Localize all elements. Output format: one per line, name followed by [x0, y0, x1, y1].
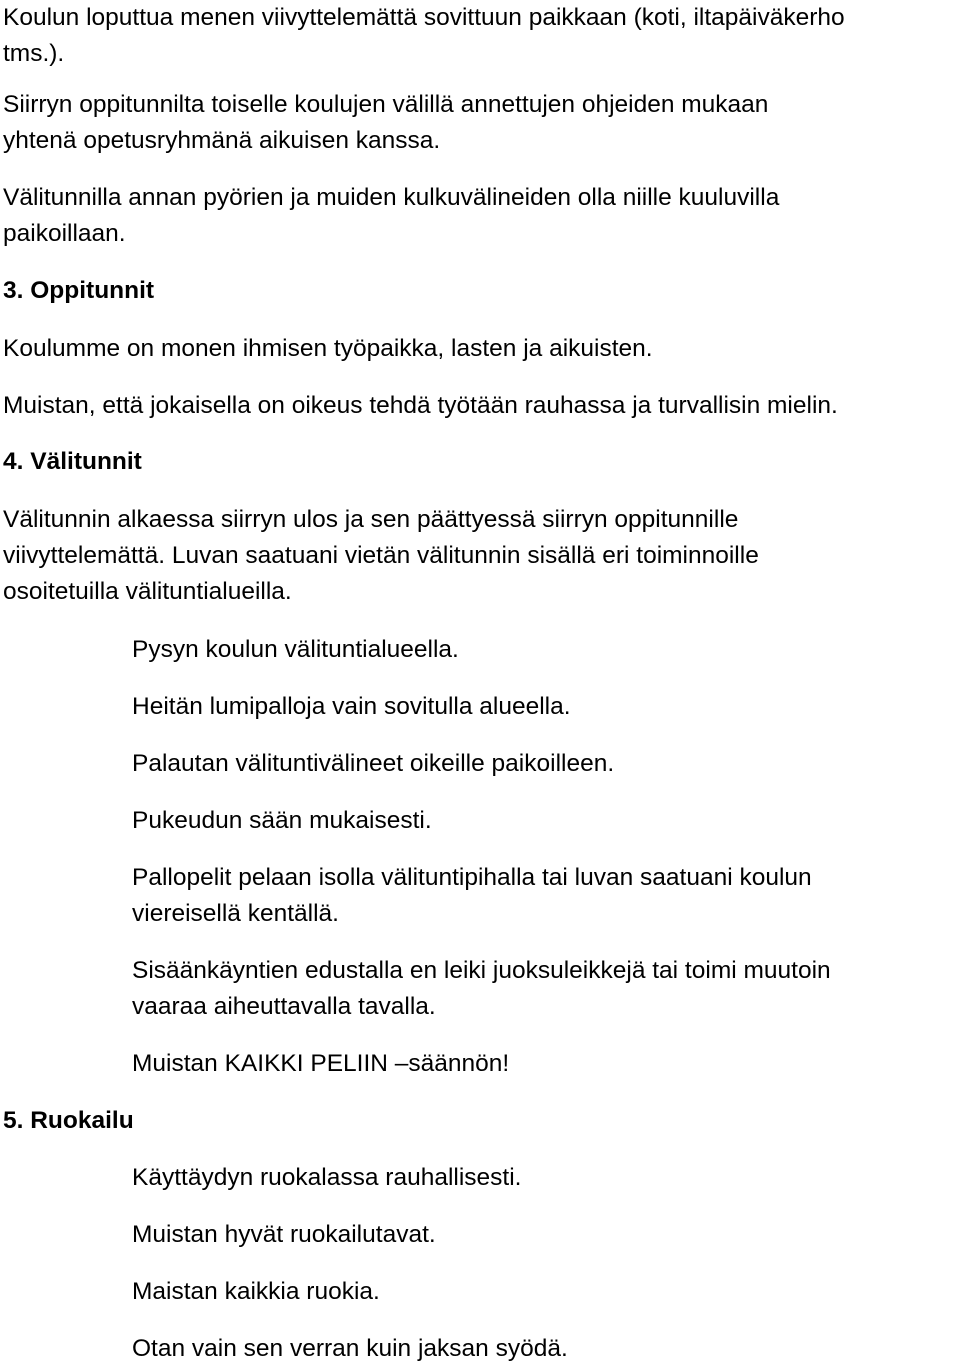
list-item-6-line-1: Sisäänkäyntien edustalla en leiki juoksuleikkejä tai toimi muutoin: [132, 957, 831, 984]
intro-paragraph-1-line-1: Koulun loputtua menen viivyttelemättä sovittuun paikkaan (koti, iltapäiväkerho: [3, 4, 845, 31]
section-4-intro-line-2: viivyttelemättä. Luvan saatuani vietän välitunnin sisällä eri toiminnoille: [3, 542, 759, 569]
list-item-6-line-2: vaaraa aiheuttavalla tavalla.: [132, 993, 436, 1020]
list-item: Käyttäydyn ruokalassa rauhallisesti.: [132, 1164, 522, 1191]
list-item: Pukeudun sään mukaisesti.: [132, 807, 432, 834]
list-item-5-line-2: viereisellä kentällä.: [132, 900, 339, 927]
intro-paragraph-3-line-2: paikoillaan.: [3, 220, 126, 247]
list-item-5-line-1: Pallopelit pelaan isolla välituntipihalla tai luvan saatuani koulun: [132, 864, 812, 891]
section-5-heading: 5. Ruokailu: [3, 1107, 134, 1134]
list-item: Otan vain sen verran kuin jaksan syödä.: [132, 1335, 568, 1362]
list-item: Pysyn koulun välituntialueella.: [132, 636, 459, 663]
section-4-intro-line-1: Välitunnin alkaessa siirryn ulos ja sen päättyessä siirryn oppitunnille: [3, 506, 739, 533]
list-item: Heitän lumipalloja vain sovitulla alueella.: [132, 693, 571, 720]
list-item: Muistan hyvät ruokailutavat.: [132, 1221, 436, 1248]
intro-paragraph-2-line-1: Siirryn oppitunnilta toiselle koulujen välillä annettujen ohjeiden mukaan: [3, 91, 769, 118]
section-4-heading: 4. Välitunnit: [3, 448, 142, 475]
section-3-paragraph-1: Koulumme on monen ihmisen työpaikka, lasten ja aikuisten.: [3, 335, 653, 362]
intro-paragraph-2-line-2: yhtenä opetusryhmänä aikuisen kanssa.: [3, 127, 441, 154]
section-3-heading: 3. Oppitunnit: [3, 277, 155, 304]
list-item: Maistan kaikkia ruokia.: [132, 1278, 380, 1305]
intro-paragraph-1-line-2: tms.).: [3, 40, 65, 67]
list-item-7: Muistan KAIKKI PELIIN –säännön!: [132, 1050, 510, 1077]
list-item: Palautan välituntivälineet oikeille paikoilleen.: [132, 750, 615, 777]
intro-paragraph-3-line-1: Välitunnilla annan pyörien ja muiden kulkuvälineiden olla niille kuuluvilla: [3, 184, 780, 211]
section-3-paragraph-2: Muistan, että jokaisella on oikeus tehdä työtään rauhassa ja turvallisin mielin.: [3, 392, 838, 419]
section-4-intro-line-3: osoitetuilla välituntialueilla.: [3, 578, 292, 605]
